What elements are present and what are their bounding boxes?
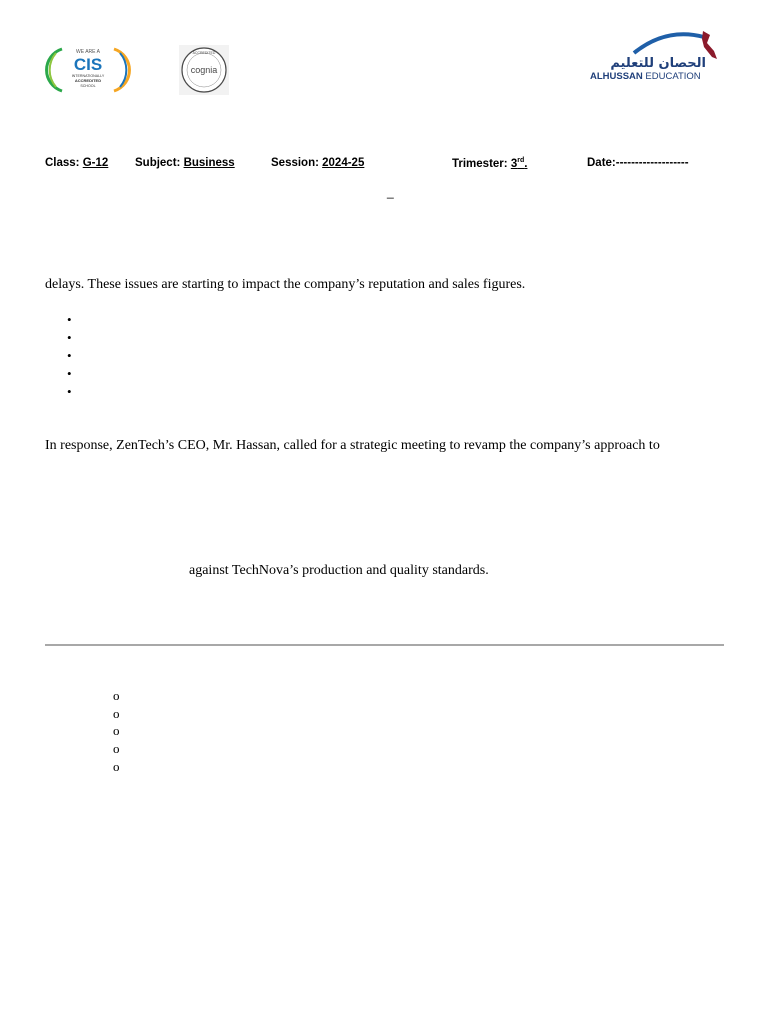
- cognia-ring-text: ACCREDITED: [192, 51, 216, 55]
- cis-accreditation-logo: [44, 44, 132, 96]
- subject-field: Subject: Business: [135, 157, 235, 169]
- bullet-item: •: [67, 330, 72, 345]
- sub-bullet-item: o: [113, 723, 120, 738]
- trimester-field: Trimester: 3rd.: [452, 157, 528, 170]
- paragraph-standards: against TechNova’s production and quality standards.: [189, 563, 489, 578]
- session-field: Session: 2024-25: [271, 157, 365, 169]
- paragraph-response: In response, ZenTech’s CEO, Mr. Hassan, called for a strategic meeting to revamp the company’s approach to: [45, 438, 660, 453]
- cis-sub-line-2: ACCREDITED: [74, 78, 102, 83]
- date-field: Date:-------------------: [587, 157, 689, 169]
- bullet-item: •: [67, 366, 72, 381]
- cognia-main-text: cognia: [190, 65, 218, 75]
- sub-bullet-item: o: [113, 741, 120, 756]
- bullet-item: •: [67, 384, 72, 399]
- dash-mark: _: [387, 185, 394, 199]
- cis-sub-line-3: SCHOOL: [80, 84, 96, 88]
- sub-bullet-item: o: [113, 759, 120, 774]
- sub-bullet-item: o: [113, 706, 120, 721]
- alhussan-education-logo: [586, 29, 724, 85]
- cognia-accreditation-logo: [179, 45, 229, 95]
- class-info-line: [45, 157, 735, 175]
- alhussan-english-bold: ALHUSSAN: [590, 71, 643, 82]
- sub-bullet-item: o: [113, 688, 120, 703]
- cis-top-text: WE ARE A: [76, 49, 100, 55]
- alhussan-arabic-text: الحصان للتعليم: [610, 56, 706, 71]
- alhussan-english-rest: EDUCATION: [642, 71, 701, 82]
- class-field: Class: G-12: [45, 157, 109, 169]
- cis-main-text: CIS: [73, 55, 103, 74]
- horizontal-divider: [45, 644, 724, 646]
- cis-sub-line-1: INTERNATIONALLY: [71, 74, 105, 78]
- paragraph-delays: delays. These issues are starting to impact the company’s reputation and sales figures.: [45, 277, 526, 292]
- svg-text:ALHUSSAN EDUCATION: [590, 71, 701, 82]
- bullet-item: •: [67, 348, 72, 363]
- bullet-item: •: [67, 312, 72, 327]
